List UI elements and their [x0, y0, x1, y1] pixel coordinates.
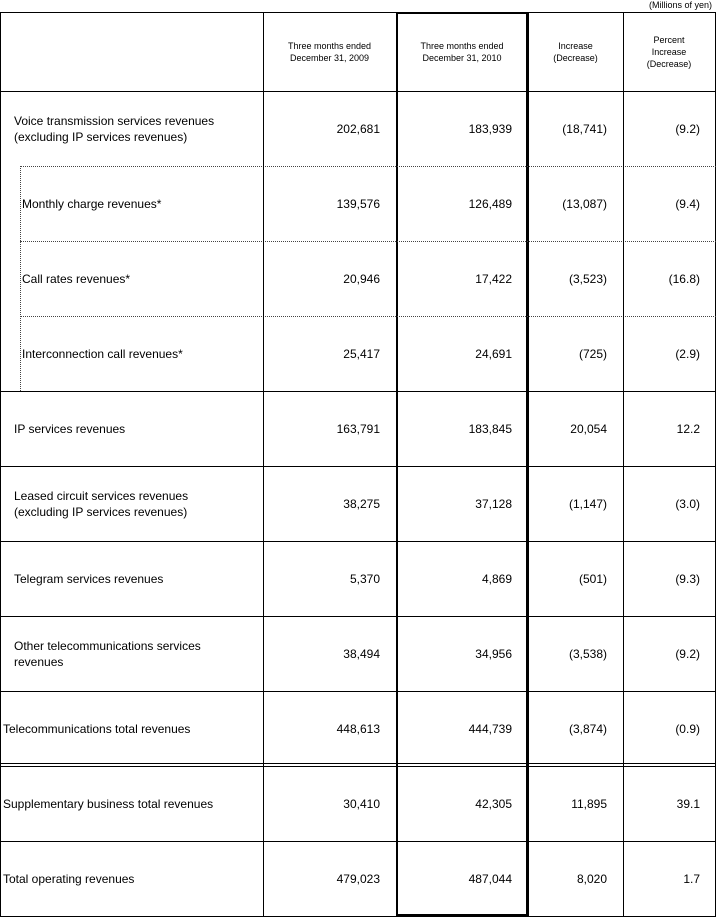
value-other-telecom-v3: (3,538) [568, 646, 607, 661]
header-2009: Three months ended December 31, 2009 [287, 41, 372, 63]
value-other-telecom-v4: (9.2) [675, 646, 700, 661]
row-label-total-operating: Total operating revenues [3, 871, 135, 886]
value-leased-circuit-v1: 38,275 [343, 496, 380, 511]
value-supplementary-total-v4: 39.1 [676, 796, 700, 811]
header-increase: Increase (Decrease) [553, 41, 598, 63]
value-call-rates-v4: (16.8) [668, 271, 700, 286]
value-ip-services-v1: 163,791 [336, 421, 380, 436]
row-label-telecom-total: Telecommunications total revenues [3, 721, 191, 736]
row-label-supplementary-total: Supplementary business total revenues [3, 796, 214, 811]
value-other-telecom-v2: 34,956 [475, 646, 512, 661]
table-top-border [0, 12, 716, 13]
value-telecom-total-v1: 448,613 [336, 721, 380, 736]
value-total-operating-v3: 8,020 [576, 871, 607, 886]
value-leased-circuit-v2: 37,128 [475, 496, 512, 511]
row-label-leased-circuit: Leased circuit services revenues (excluding IP services revenues) [14, 488, 189, 519]
value-total-operating-v4: 1.7 [683, 871, 700, 886]
row-label-monthly-charge: Monthly charge revenues* [22, 196, 162, 211]
value-monthly-charge-v2: 126,489 [468, 196, 512, 211]
value-telecom-total-v4: (0.9) [675, 721, 700, 736]
row-label-call-rates: Call rates revenues* [22, 271, 131, 286]
value-other-telecom-v1: 38,494 [343, 646, 380, 661]
row-label-interconnection-call: Interconnection call revenues* [22, 346, 183, 361]
value-call-rates-v1: 20,946 [343, 271, 380, 286]
value-voice-transmission-v2: 183,939 [468, 121, 512, 136]
value-total-operating-v1: 479,023 [336, 871, 380, 886]
value-interconnection-call-v2: 24,691 [475, 346, 512, 361]
value-call-rates-v3: (3,523) [568, 271, 607, 286]
value-telegram-services-v1: 5,370 [349, 571, 380, 586]
value-interconnection-call-v1: 25,417 [343, 346, 380, 361]
value-monthly-charge-v3: (13,087) [562, 196, 607, 211]
value-call-rates-v2: 17,422 [475, 271, 512, 286]
sub-group-bracket [20, 166, 21, 391]
row-label-voice-transmission: Voice transmission services revenues (excluding IP services revenues) [14, 113, 215, 144]
value-telecom-total-v2: 444,739 [468, 721, 512, 736]
value-ip-services-v2: 183,845 [468, 421, 512, 436]
revenue-table [0, 12, 716, 917]
value-monthly-charge-v1: 139,576 [336, 196, 380, 211]
row-label-other-telecom: Other telecommunications services revenues [14, 638, 201, 669]
value-voice-transmission-v1: 202,681 [336, 121, 380, 136]
value-voice-transmission-v4: (9.2) [675, 121, 700, 136]
value-supplementary-total-v1: 30,410 [343, 796, 380, 811]
row-label-telegram-services: Telegram services revenues [14, 571, 164, 586]
value-supplementary-total-v2: 42,305 [475, 796, 512, 811]
value-supplementary-total-v3: 11,895 [571, 796, 607, 811]
value-total-operating-v2: 487,044 [468, 871, 512, 886]
value-telecom-total-v3: (3,874) [568, 721, 607, 736]
value-ip-services-v4: 12.2 [676, 421, 700, 436]
value-interconnection-call-v4: (2.9) [675, 346, 700, 361]
value-monthly-charge-v4: (9.4) [675, 196, 700, 211]
header-2010: Three months ended December 31, 2010 [420, 41, 504, 63]
header-percent: Percent Increase (Decrease) [646, 35, 692, 69]
unit-label: (Millions of yen) [648, 0, 712, 10]
row-label-ip-services: IP services revenues [14, 421, 126, 436]
value-telegram-services-v2: 4,869 [481, 571, 512, 586]
value-telegram-services-v4: (9.3) [675, 571, 700, 586]
value-telegram-services-v3: (501) [578, 571, 607, 586]
value-interconnection-call-v3: (725) [578, 346, 607, 361]
value-ip-services-v3: 20,054 [570, 421, 607, 436]
value-leased-circuit-v3: (1,147) [568, 496, 607, 511]
value-voice-transmission-v3: (18,741) [562, 121, 607, 136]
table-left-border [0, 12, 1, 917]
value-leased-circuit-v4: (3.0) [675, 496, 700, 511]
